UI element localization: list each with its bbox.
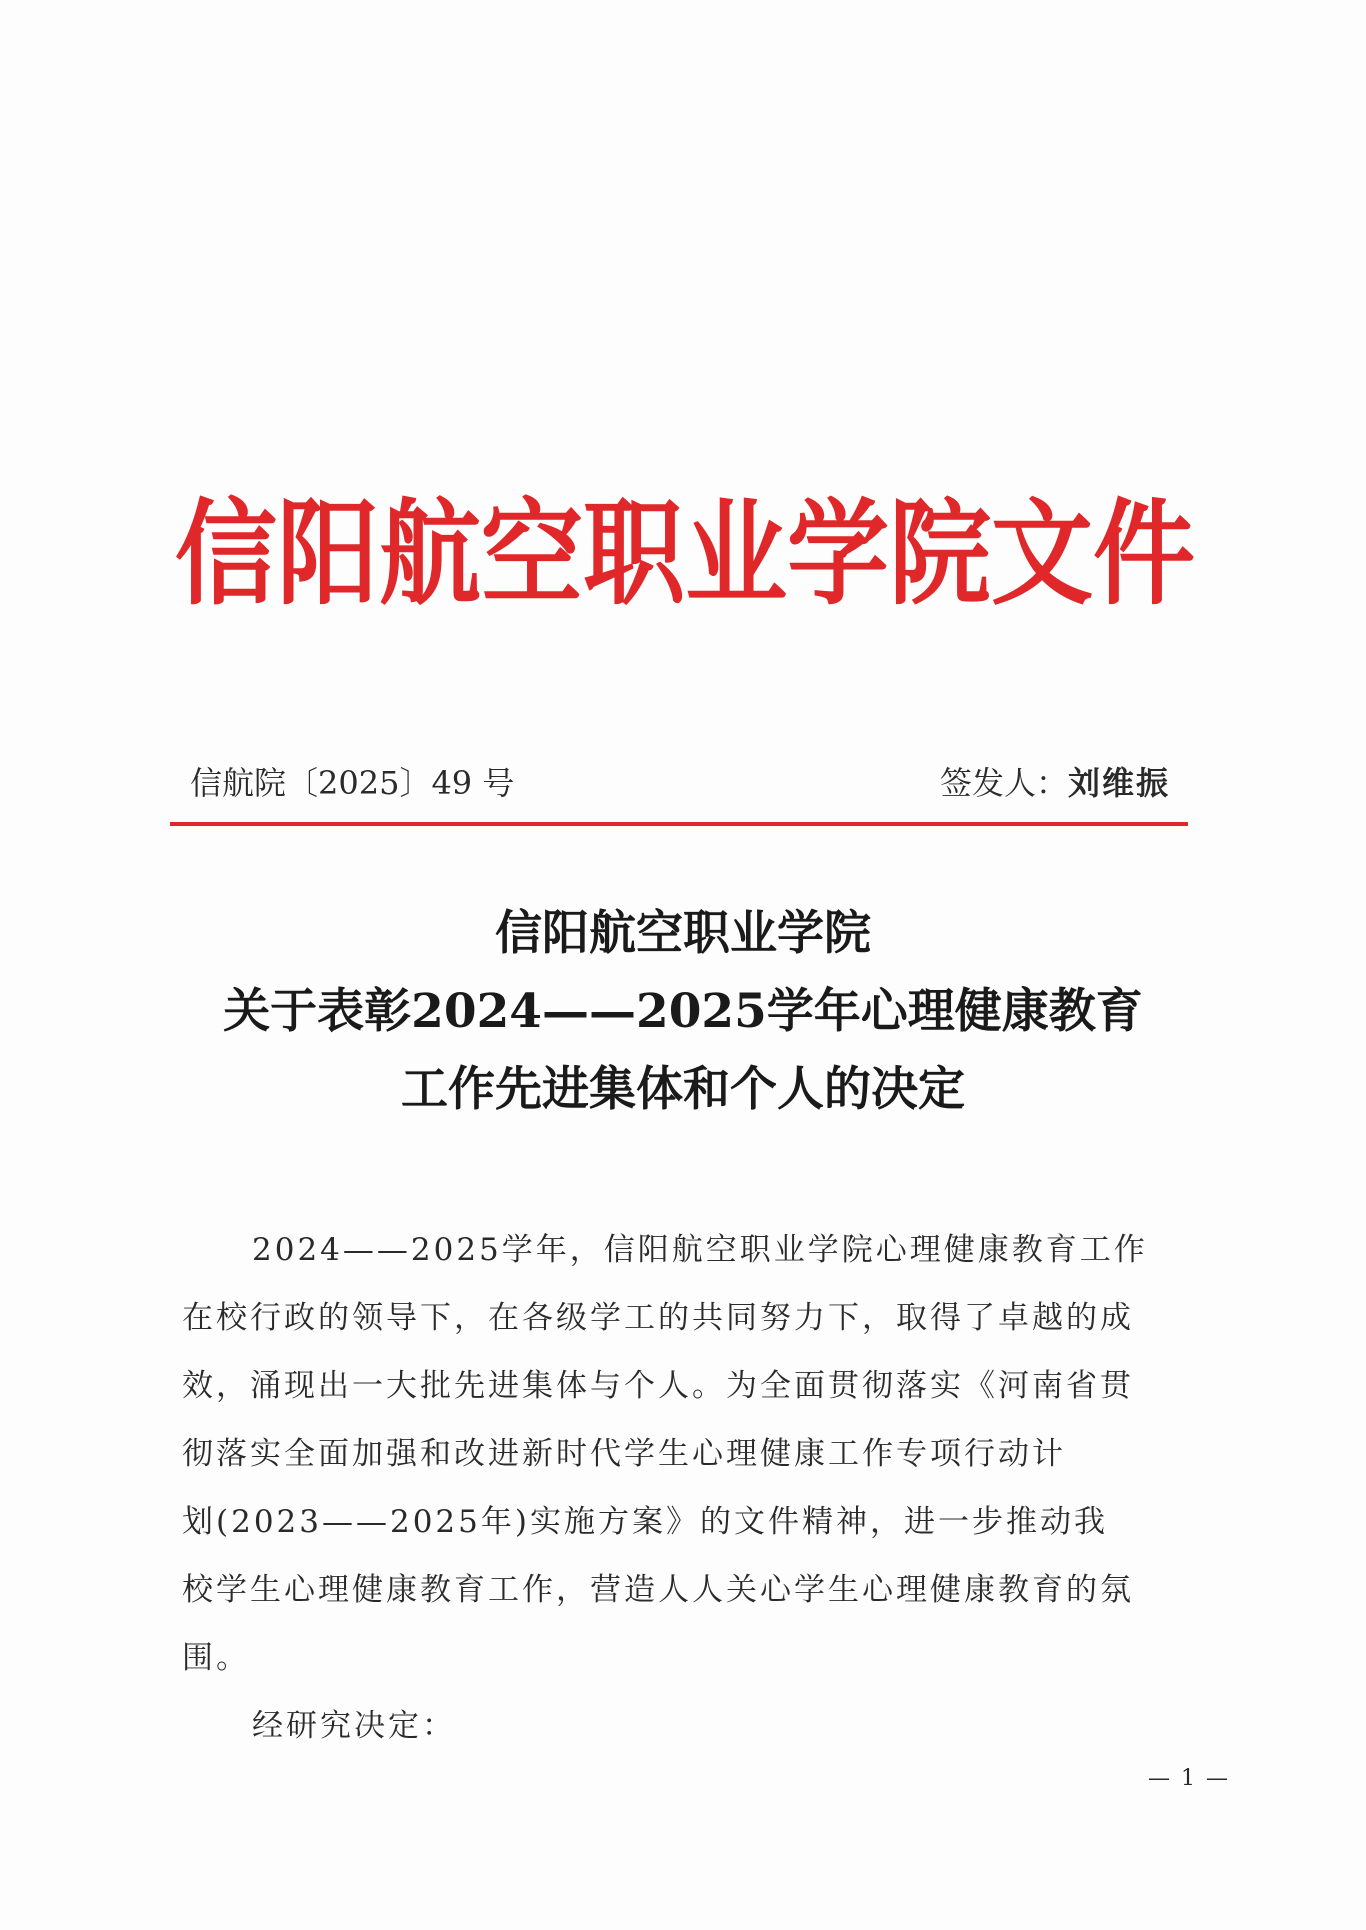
signer: [940, 758, 1170, 808]
document-title-line-3: 工作先进集体和个人的决定: [401, 1062, 965, 1117]
paragraph-line: 2024——2025学年，信阳航空职业学院心理健康教育工作: [252, 1232, 1148, 1268]
document-title-line-2: 关于表彰2024——2025学年心理健康教育: [223, 984, 1143, 1039]
paragraph-line: 校学生心理健康教育工作，营造人人关心学生心理健康教育的氛: [182, 1572, 1134, 1608]
document-title-line-1: 信阳航空职业学院: [495, 906, 871, 961]
paragraph-line: 效，涌现出一大批先进集体与个人。为全面贯彻落实《河南省贯: [182, 1368, 1134, 1404]
paragraph-decision-intro: 经研究决定：: [252, 1708, 456, 1744]
red-divider-line: [170, 822, 1188, 826]
paragraph-line: 彻落实全面加强和改进新时代学生心理健康工作专项行动计: [182, 1436, 1066, 1472]
document-header-row: [190, 758, 1170, 808]
signer-label: 签发人：: [939, 764, 1068, 802]
paragraph-line: 在校行政的领导下，在各级学工的共同努力下，取得了卓越的成: [182, 1300, 1134, 1336]
masthead-title: 信阳航空职业学院文件: [175, 488, 1195, 622]
paragraph-line: 划(2023——2025年)实施方案》的文件精神，进一步推动我: [182, 1504, 1108, 1540]
paragraph-line: 围。: [182, 1640, 250, 1676]
page-number: — 1 —: [1148, 1766, 1230, 1791]
document-number: 信航院〔2025〕49 号: [190, 764, 515, 802]
signer-name: 刘维振: [1067, 764, 1170, 802]
